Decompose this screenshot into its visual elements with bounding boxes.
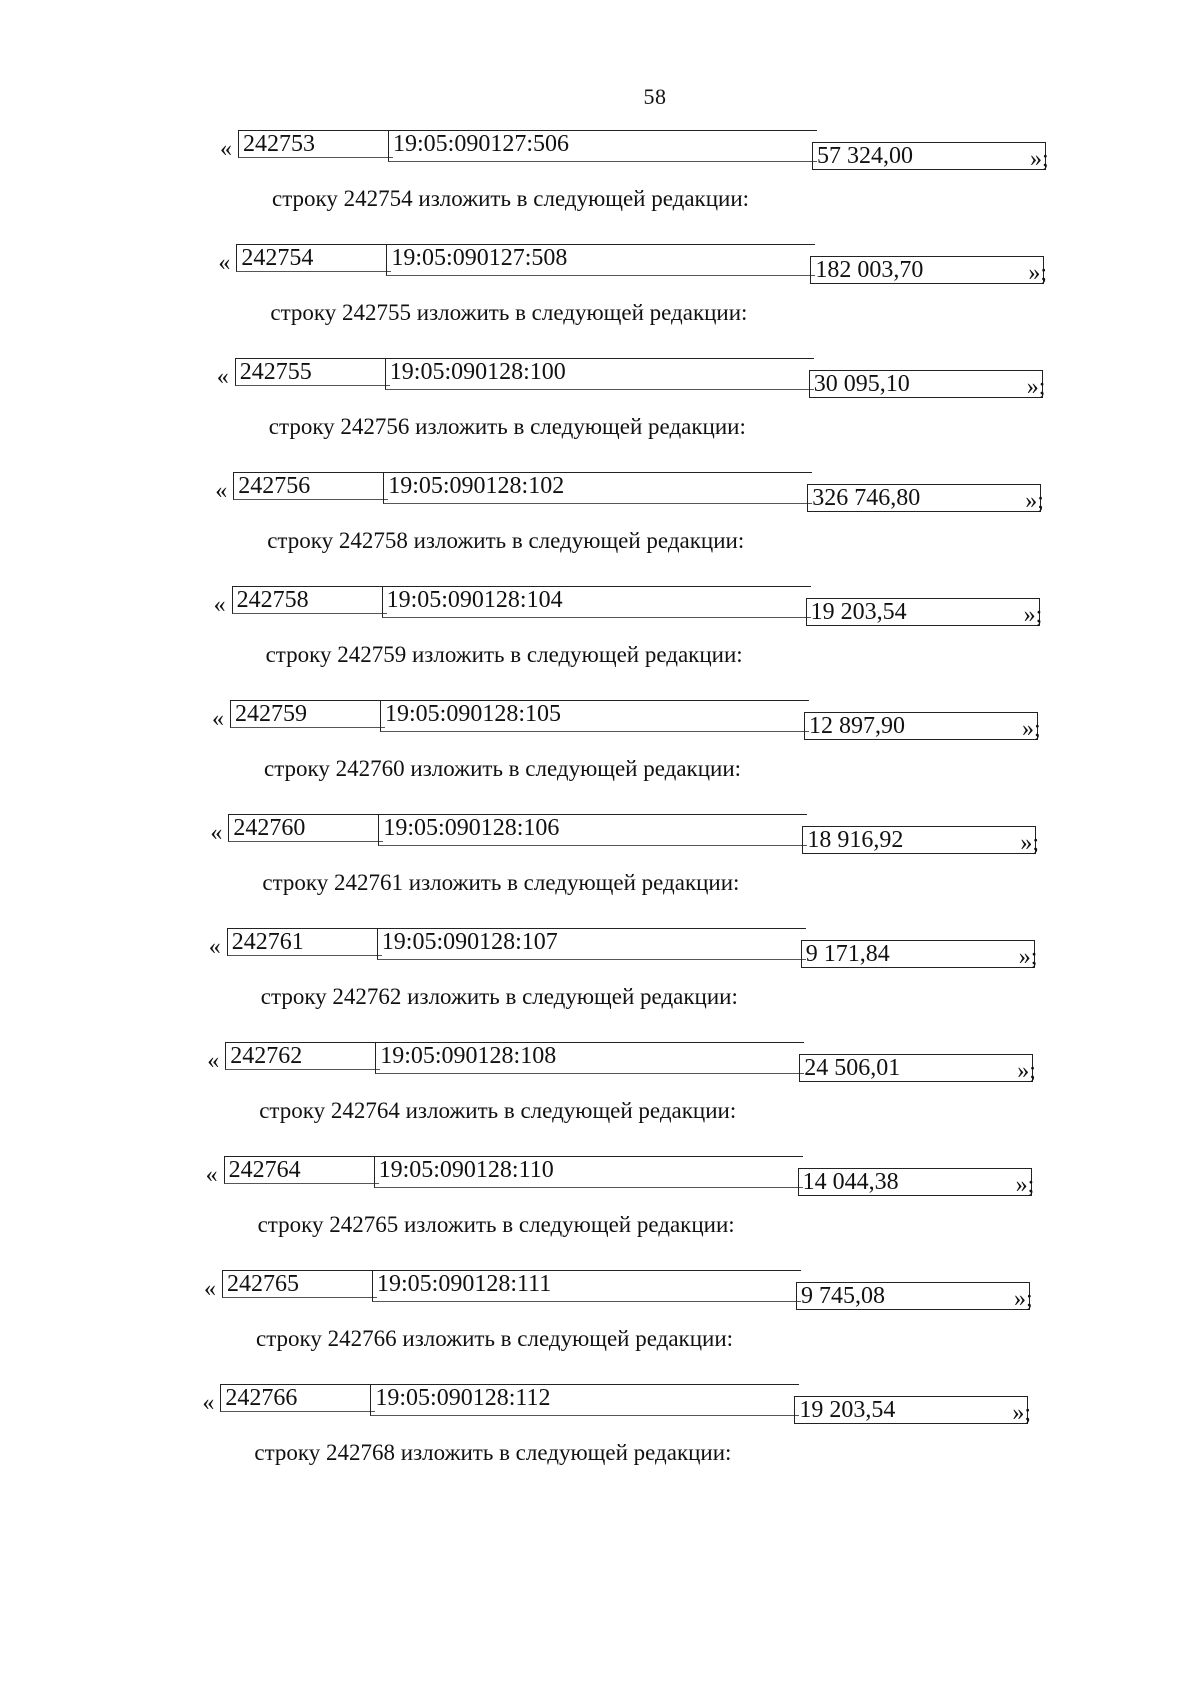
close-quote: »; <box>1023 602 1043 628</box>
edit-instruction: строку 242766 изложить в следующей редакции: <box>256 1326 734 1351</box>
cadastral-number-cell: 19:05:090127:508 <box>386 244 815 276</box>
page-number: 58 <box>643 84 667 109</box>
close-quote: »; <box>1012 1400 1032 1426</box>
cadastral-number-cell: 19:05:090128:102 <box>383 472 812 504</box>
cadastral-number-cell: 19:05:090128:105 <box>380 700 809 732</box>
edit-instruction: строку 242762 изложить в следующей редакции: <box>260 984 738 1009</box>
cadastral-number-cell: 19:05:090128:100 <box>385 358 814 390</box>
value-cell: 182 003,70 <box>810 256 1044 284</box>
row-number-cell: 242758 <box>232 586 387 614</box>
open-quote: « <box>216 364 229 390</box>
open-quote: « <box>205 1162 218 1188</box>
row-number-cell: 242762 <box>225 1042 380 1070</box>
close-quote: »; <box>1017 1058 1036 1084</box>
close-quote: »; <box>1015 1172 1035 1198</box>
row-number-cell: 242766 <box>220 1384 375 1412</box>
close-quote: »; <box>1030 146 1049 172</box>
open-quote: « <box>220 136 232 162</box>
close-quote: »; <box>1028 260 1048 286</box>
row-number-cell: 242756 <box>233 472 388 500</box>
edit-instruction: строку 242758 изложить в следующей редакции: <box>267 528 745 553</box>
close-quote: »; <box>1026 374 1046 400</box>
cadastral-number-cell: 19:05:090128:107 <box>377 928 806 960</box>
row-number-cell: 242764 <box>224 1156 379 1184</box>
row-number-cell: 242754 <box>236 244 391 272</box>
edit-instruction: строку 242756 изложить в следующей редакции: <box>268 414 746 439</box>
edit-instruction: строку 242760 изложить в следующей редакции: <box>264 756 742 781</box>
value-cell: 9 745,08 <box>796 1282 1030 1310</box>
value-cell: 12 897,90 <box>804 712 1038 740</box>
edit-instruction: строку 242764 изложить в следующей редакции: <box>259 1098 737 1123</box>
cadastral-number-cell: 19:05:090128:108 <box>375 1042 804 1074</box>
edit-instruction: строку 242759 изложить в следующей редакции: <box>265 642 743 667</box>
cadastral-number-cell: 19:05:090128:111 <box>372 1270 801 1302</box>
cadastral-number-cell: 19:05:090128:104 <box>382 586 811 618</box>
value-cell: 30 095,10 <box>809 370 1043 398</box>
cadastral-number-cell: 19:05:090128:106 <box>378 814 807 846</box>
value-cell: 326 746,80 <box>807 484 1041 512</box>
open-quote: « <box>215 478 228 504</box>
edit-instruction: строку 242754 изложить в следующей редакции: <box>272 186 750 211</box>
value-cell: 19 203,54 <box>794 1396 1028 1424</box>
value-cell: 18 916,92 <box>802 826 1036 854</box>
value-cell: 57 324,00 <box>812 142 1046 170</box>
close-quote: »; <box>1020 830 1040 856</box>
edit-instruction: строку 242765 изложить в следующей редакции: <box>257 1212 735 1237</box>
value-cell: 14 044,38 <box>798 1168 1032 1196</box>
close-quote: »; <box>1025 488 1044 514</box>
edit-instruction: строку 242761 изложить в следующей редакции: <box>262 870 740 895</box>
cadastral-number-cell: 19:05:090128:112 <box>370 1384 799 1416</box>
row-number-cell: 242765 <box>222 1270 377 1298</box>
edit-instruction: строку 242755 изложить в следующей редакции: <box>270 300 748 325</box>
open-quote: « <box>218 250 231 276</box>
close-quote: »; <box>1014 1286 1033 1312</box>
close-quote: »; <box>1022 716 1041 742</box>
row-number-cell: 242753 <box>238 130 393 158</box>
open-quote: « <box>208 934 221 960</box>
value-cell: 19 203,54 <box>806 598 1040 626</box>
row-number-cell: 242760 <box>228 814 383 842</box>
cadastral-number-cell: 19:05:090128:110 <box>374 1156 803 1188</box>
open-quote: « <box>207 1048 220 1074</box>
open-quote: « <box>202 1390 215 1416</box>
value-cell: 24 506,01 <box>799 1054 1033 1082</box>
close-quote: »; <box>1018 944 1038 970</box>
value-cell: 9 171,84 <box>801 940 1035 968</box>
open-quote: « <box>213 592 226 618</box>
cadastral-number-cell: 19:05:090127:506 <box>388 130 817 162</box>
edit-instruction: строку 242768 изложить в следующей редакции: <box>254 1440 732 1465</box>
row-number-cell: 242755 <box>235 358 390 386</box>
open-quote: « <box>212 706 224 732</box>
open-quote: « <box>204 1276 216 1302</box>
row-number-cell: 242759 <box>230 700 385 728</box>
open-quote: « <box>210 820 223 846</box>
row-number-cell: 242761 <box>227 928 382 956</box>
